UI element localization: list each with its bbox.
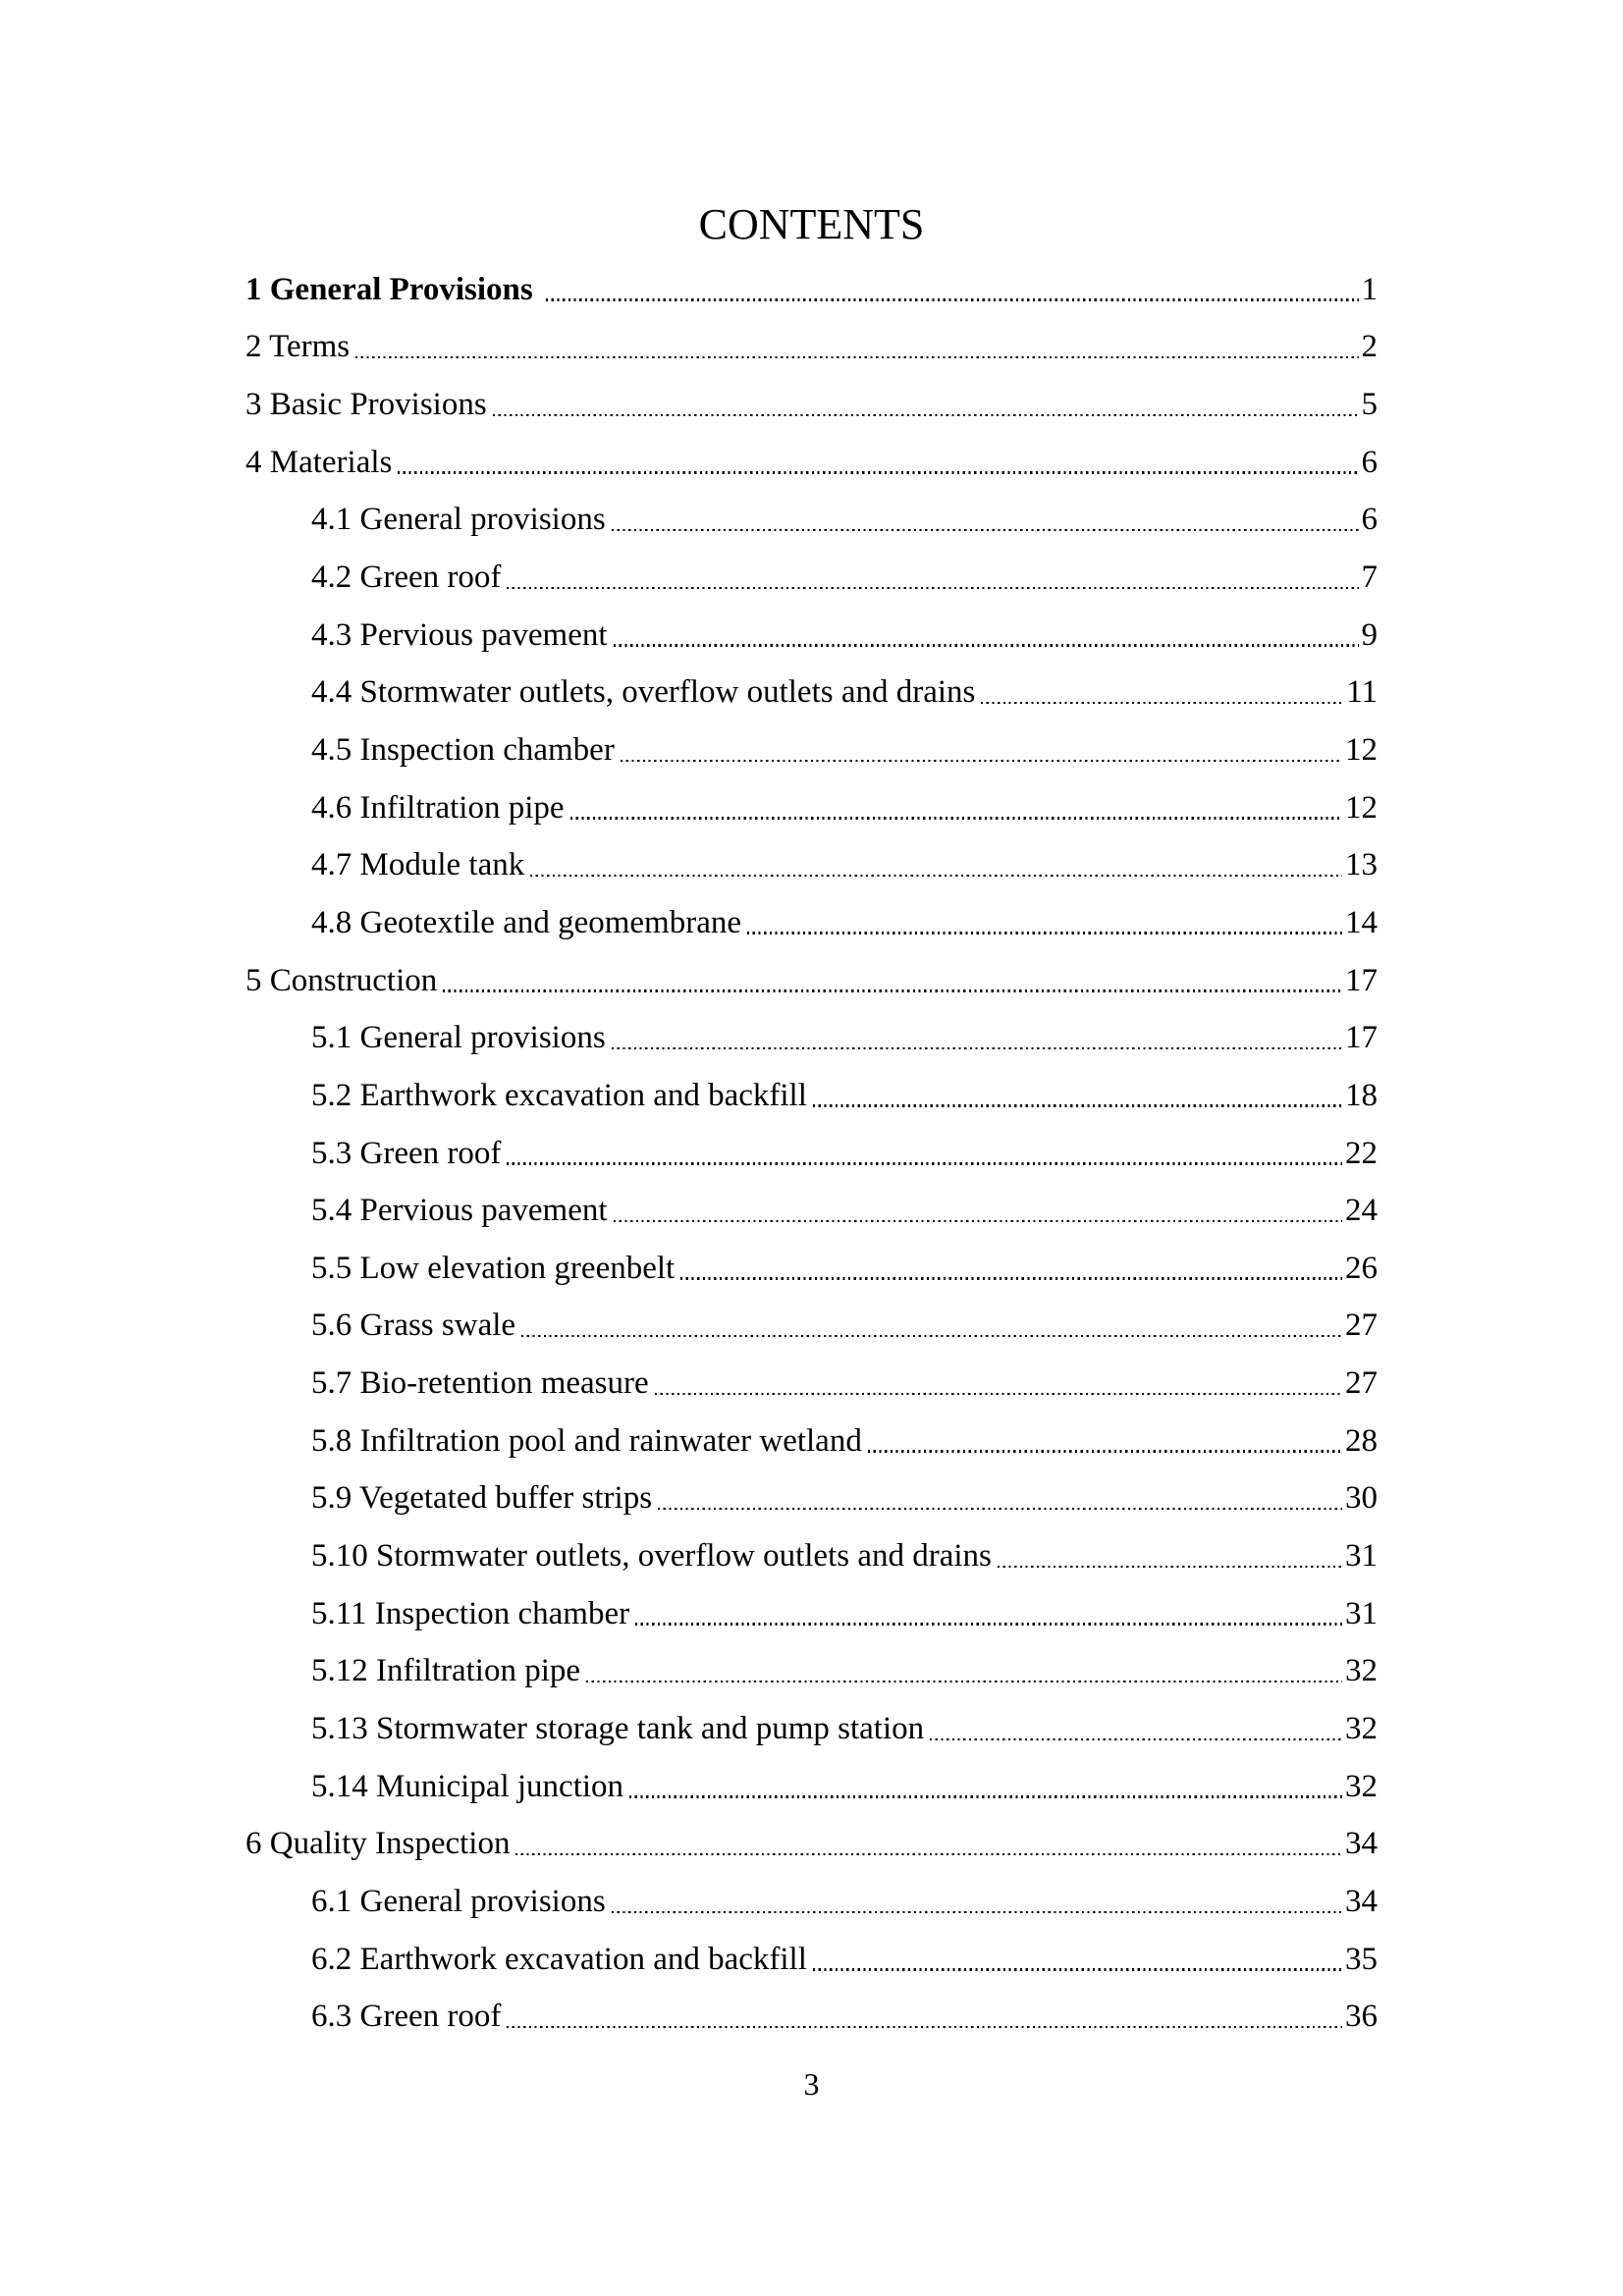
- toc-entry[interactable]: [245, 939, 1378, 997]
- toc-entry-label: 4.2 Green roof: [311, 559, 502, 595]
- toc-entry-label: 5.14 Municipal junction: [311, 1768, 624, 1804]
- toc-entry-page: 12: [1345, 731, 1378, 768]
- toc-entry-page: 17: [1345, 1020, 1378, 1056]
- toc-entry[interactable]: [245, 1400, 1378, 1458]
- toc-entry[interactable]: [245, 1515, 1378, 1573]
- toc-entry-page: 1: [1361, 271, 1378, 307]
- toc-entry[interactable]: [245, 1918, 1378, 1976]
- toc-entry-label: 5.1 General provisions: [311, 1020, 606, 1056]
- toc-entry-label: 5.2 Earthwork excavation and backfill: [311, 1077, 807, 1113]
- toc-entry[interactable]: [245, 306, 1378, 364]
- toc-entry-label: 5.4 Pervious pavement: [311, 1193, 608, 1229]
- toc-entry-label: 4.1 General provisions: [311, 502, 606, 538]
- toc-entry-label: 5.12 Infiltration pipe: [311, 1653, 581, 1689]
- toc-entry[interactable]: [245, 1803, 1378, 1861]
- toc-entry-label: 1 General Provisions: [245, 271, 533, 307]
- dot-leader: [655, 1393, 1342, 1395]
- dot-leader: [507, 1162, 1342, 1164]
- toc-entry-page: 32: [1345, 1768, 1378, 1804]
- toc-entry-page: 22: [1345, 1135, 1378, 1171]
- toc-entry[interactable]: [245, 594, 1378, 652]
- toc-entry-label: 3 Basic Provisions: [245, 386, 487, 422]
- toc-entry[interactable]: [245, 1745, 1378, 1803]
- toc-entry[interactable]: [245, 421, 1378, 479]
- toc-entry-page: 6: [1361, 502, 1378, 538]
- toc-entry-page: 2: [1361, 329, 1378, 365]
- toc-entry[interactable]: [245, 881, 1378, 939]
- toc-entry-page: 32: [1345, 1653, 1378, 1689]
- dot-leader: [507, 2026, 1342, 2028]
- toc-entry-page: 35: [1345, 1941, 1378, 1977]
- dot-leader: [629, 1795, 1342, 1797]
- toc-entry-page: 17: [1345, 962, 1378, 998]
- dot-leader: [868, 1450, 1342, 1452]
- toc-entry[interactable]: [245, 1170, 1378, 1228]
- toc-entry-page: 30: [1345, 1480, 1378, 1517]
- dot-leader: [546, 298, 1359, 300]
- toc-entry-page: 11: [1346, 674, 1378, 711]
- toc-entry[interactable]: [245, 1342, 1378, 1400]
- toc-entry[interactable]: [245, 997, 1378, 1055]
- page-title: CONTENTS: [698, 200, 925, 248]
- toc-entry-page: 18: [1345, 1077, 1378, 1113]
- toc-entry[interactable]: [245, 1054, 1378, 1112]
- dot-leader: [813, 1968, 1342, 1970]
- dot-leader: [355, 356, 1358, 358]
- dot-leader: [612, 1047, 1342, 1049]
- dot-leader: [530, 875, 1342, 877]
- toc-entry[interactable]: [245, 1458, 1378, 1516]
- dot-leader: [493, 414, 1359, 416]
- dot-leader: [586, 1681, 1342, 1682]
- toc-entry[interactable]: [245, 536, 1378, 594]
- toc-entry-label: 5.7 Bio-retention measure: [311, 1365, 649, 1402]
- toc-entry-label: 4.3 Pervious pavement: [311, 616, 608, 653]
- toc-entry-page: 36: [1345, 1999, 1378, 2035]
- toc-entry-page: 26: [1345, 1250, 1378, 1286]
- toc-entry-label: 4.8 Geotextile and geomembrane: [311, 904, 742, 940]
- dot-leader: [621, 760, 1342, 762]
- toc-entry-label: 4.6 Infiltration pipe: [311, 789, 565, 826]
- dot-leader: [614, 1220, 1342, 1222]
- dot-leader: [570, 817, 1342, 819]
- dot-leader: [398, 471, 1358, 473]
- toc-entry-page: 34: [1345, 1826, 1378, 1862]
- toc-entry-page: 14: [1345, 904, 1378, 940]
- toc-entry-label: 5.10 Stormwater outlets, overflow outlets and drains: [311, 1538, 992, 1575]
- toc-entry-page: 31: [1345, 1595, 1378, 1631]
- toc-entry-page: 24: [1345, 1193, 1378, 1229]
- toc-entry-label: 4.7 Module tank: [311, 847, 525, 883]
- toc-entry-page: 5: [1361, 386, 1378, 422]
- dot-leader: [998, 1566, 1342, 1568]
- toc-entry-label: 4.5 Inspection chamber: [311, 731, 615, 768]
- toc-entry-label: 4 Materials: [245, 444, 393, 480]
- dot-leader: [747, 932, 1342, 934]
- toc-entry[interactable]: [245, 1976, 1378, 2034]
- toc-entry[interactable]: [245, 479, 1378, 537]
- toc-entry-page: 32: [1345, 1711, 1378, 1747]
- toc-entry-page: 27: [1345, 1365, 1378, 1402]
- dot-leader: [930, 1738, 1342, 1740]
- toc-entry-label: 6.1 General provisions: [311, 1884, 606, 1920]
- toc-entry-page: 12: [1345, 789, 1378, 826]
- toc-entry[interactable]: [245, 1860, 1378, 1918]
- dot-leader: [658, 1508, 1342, 1510]
- dot-leader: [443, 989, 1342, 991]
- toc-entry[interactable]: [245, 1285, 1378, 1343]
- toc-entry-label: 5.5 Low elevation greenbelt: [311, 1250, 676, 1286]
- dot-leader: [612, 529, 1359, 531]
- toc-entry-label: 2 Terms: [245, 329, 351, 365]
- toc-entry-label: 5.3 Green roof: [311, 1135, 502, 1171]
- toc-entry[interactable]: [245, 1573, 1378, 1630]
- dot-leader: [614, 644, 1359, 646]
- toc-entry[interactable]: [245, 1687, 1378, 1745]
- dot-leader: [635, 1623, 1342, 1625]
- toc-entry-label: 5.13 Stormwater storage tank and pump station: [311, 1711, 925, 1747]
- toc-entry-label: 5.9 Vegetated buffer strips: [311, 1480, 653, 1517]
- toc-entry-label: 6.2 Earthwork excavation and backfill: [311, 1941, 807, 1977]
- toc-entry-page: 6: [1361, 444, 1378, 480]
- toc-entry-label: 6.3 Green roof: [311, 1999, 502, 2035]
- toc-entry[interactable]: [245, 1112, 1378, 1170]
- toc-entry[interactable]: [245, 767, 1378, 825]
- toc-entry-page: 13: [1345, 847, 1378, 883]
- toc-entry-page: 31: [1345, 1538, 1378, 1575]
- dot-leader: [612, 1911, 1342, 1913]
- toc-entry-label: 5.11 Inspection chamber: [311, 1595, 630, 1631]
- toc-entry[interactable]: [245, 248, 1378, 306]
- toc-entry-page: 27: [1345, 1308, 1378, 1344]
- toc-entry-label: 5.6 Grass swale: [311, 1308, 516, 1344]
- toc-entry-label: 5 Construction: [245, 962, 438, 998]
- toc-entry[interactable]: [245, 709, 1378, 767]
- toc-entry[interactable]: [245, 652, 1378, 710]
- toc-entry-page: 7: [1361, 559, 1378, 595]
- dot-leader: [521, 1335, 1342, 1337]
- toc-entry[interactable]: [245, 825, 1378, 882]
- toc-entry-label: 6 Quality Inspection: [245, 1826, 511, 1862]
- toc-list: [245, 248, 1378, 2033]
- toc-entry-page: 9: [1361, 616, 1378, 653]
- dot-leader: [813, 1104, 1342, 1106]
- dot-leader: [507, 587, 1358, 589]
- toc-entry-page: 28: [1345, 1422, 1378, 1459]
- dot-leader: [515, 1853, 1342, 1855]
- toc-entry-label: 4.4 Stormwater outlets, overflow outlets and drains: [311, 674, 976, 711]
- footer-page-number: 3: [803, 2066, 820, 2102]
- toc-entry[interactable]: [245, 363, 1378, 421]
- toc-entry[interactable]: [245, 1630, 1378, 1688]
- toc-entry-page: 34: [1345, 1884, 1378, 1920]
- dot-leader: [981, 702, 1343, 704]
- toc-entry-label: 5.8 Infiltration pool and rainwater wetland: [311, 1422, 862, 1459]
- toc-entry[interactable]: [245, 1227, 1378, 1285]
- dot-leader: [680, 1277, 1342, 1279]
